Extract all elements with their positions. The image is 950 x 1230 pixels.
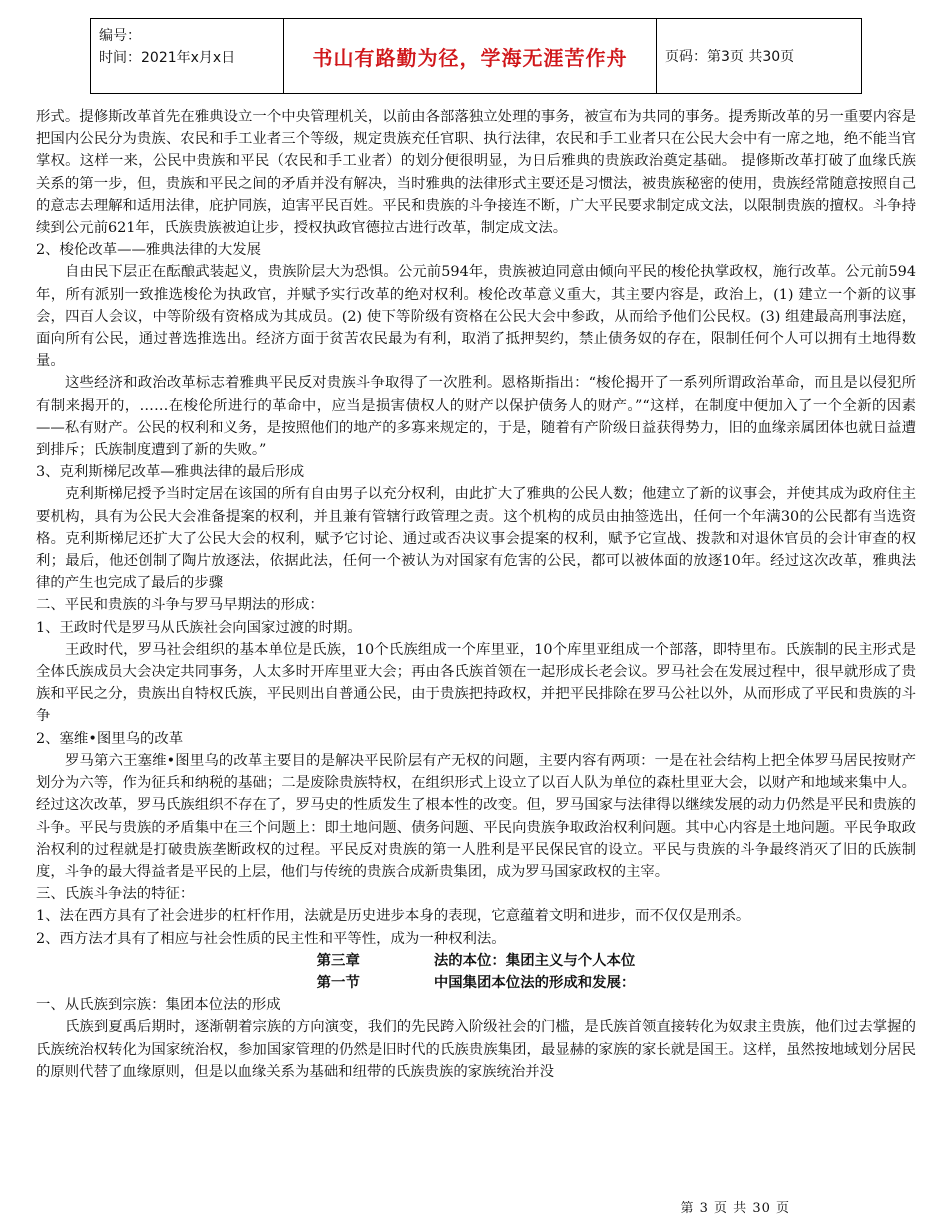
- subheading: 1、法在西方具有了社会进步的杠杆作用，法就是历史进步本身的表现，它意蕴着文明和进步，而不仅仅是刑杀。: [36, 908, 751, 925]
- header-meta: [91, 19, 284, 93]
- section-heading: [36, 972, 916, 994]
- subheading: 2、梭伦改革——雅典法律的大发展: [36, 242, 262, 259]
- subheading: 三、氏族斗争法的特征：: [36, 886, 195, 903]
- paragraph: 克利斯梯尼授予当时定居在该国的所有自由男子以充分权利，由此扩大了雅典的公民人数；他建立了新的议事会，并使其成为政府住主要机构，具有为公民大会准备提案的权利，并且兼有管辖行政管理之责。这个机构的成员由抽签选出，任何一个年满30的公民都有当选资格。克利斯梯尼还扩大了公民大会的权利，赋予它讨论、通过或否决议事会提案的权利，赋予它宣战、拨款和对退休官员的会计审查的权利；最后，他还创制了陶片放逐法，依据此法，任何一个被认为对国家有危害的公民，都可以被体面的放逐10年。经过这次改革，雅典法律的产生也完成了最后的步骤: [36, 486, 916, 592]
- paragraph: 形式。提修斯改革首先在雅典设立一个中央管理机关，以前由各部落独立处理的事务，被宣布为共同的事务。提秀斯改革的另一重要内容是把国内公民分为贵族、农民和手工业者三个等级，规定贵族充任官职、执行法律，农民和手工业者只在公民大会中有一席之地，绝不能当官掌权。这样一来，公民中贵族和平民（农民和手工业者）的划分便很明显，为日后雅典的贵族政治奠定基础。 提修斯改革打破了血缘氏族关系的第一步，但，贵族和平民之间的矛盾并没有解决，当时雅典的法律形式主要还是习惯法，被贵族秘密的使用，贵族经常随意按照自己的意志去理解和适用法律，庇护同族，迫害平民百姓。平民和贵族的斗争接连不断，广大平民要求制定成文法，以限制贵族的擅权。斗争持续到公元前621年，氏族贵族被迫让步，授权执政官德拉古进行改革，制定成文法。: [36, 109, 916, 237]
- subheading: 2、西方法才具有了相应与社会性质的民主性和平等性，成为一种权利法。: [36, 930, 506, 947]
- page-footer: 第 3 页 共 30 页: [680, 1201, 790, 1216]
- paragraph: 王政时代，罗马社会组织的基本单位是氏族，10个氏族组成一个库里亚，10个库里亚组成一个部落，即特里布。氏族制的民主形式是全体氏族成员大会决定共同事务，人太多时开库里亚大会；再由各氏族首领在一起形成长老会议。罗马社会在发展过程中，很早就形成了贵族和平民之分，贵族出自特权氏族，平民则出自普通公民，由于贵族把持政权，并把平民排除在罗马公社以外，从而形成了平民和贵族的斗争: [36, 641, 916, 725]
- header-motto: 书山有路勤为径，学海无涯苦作舟: [284, 19, 657, 93]
- subheading: 1、王政时代是罗马从氏族社会向国家过渡的时期。: [36, 619, 362, 636]
- paragraph: 氏族到夏禹后期时，逐渐朝着宗族的方向演变，我们的先民跨入阶级社会的门槛，是氏族首领直接转化为奴隶主贵族，他们过去掌握的氏族统治权转化为国家统治权，参加国家管理的仍然是旧时代的氏族贵族集团，最显赫的家族的家长就是国王。这样，虽然按地域划分居民的原则代替了血缘原则，但是以血缘关系为基础和纽带的氏族贵族的家族统治并没: [36, 1019, 916, 1080]
- page-header: [90, 18, 862, 94]
- document-body: [36, 106, 916, 1083]
- paragraph: 这些经济和政治改革标志着雅典平民反对贵族斗争取得了一次胜利。恩格斯指出：“梭伦揭开了一系列所谓政治革命，而且是以侵犯所有制来揭开的，……在梭伦所进行的革命中，应当是损害债权人的财产以保护债务人的财产。”“这样，在制度中便加入了一个全新的因素——私有财产。公民的权利和义务，是按照他们的地产的多寡来规定的，于是，随着有产阶级日益获得势力，旧的血缘亲属团体也就日益遭到排斥；氏族制度遭到了新的失败。”: [36, 375, 916, 459]
- doc-number-label: 编号：: [99, 28, 141, 44]
- paragraph: 罗马第六王塞维•图里乌的改革主要目的是解决平民阶层有产无权的问题，主要内容有两项：一是在社会结构上把全体罗马居民按财产划分为六等，作为征兵和纳税的基础；二是废除贵族特权，在组织形式上设立了以百人队为单位的森杜里亚大会，以财产和地域来集中人。经过这次改革，罗马氏族组织不存在了，罗马史的性质发生了根本性的改变。但，罗马国家与法律得以继续发展的动力仍然是平民和贵族的斗争。平民与贵族的矛盾集中在三个问题上：即土地问题、债务问题、平民向贵族争取政治权利问题。其中心内容是土地问题。平民争取政治权利的过程就是打破贵族垄断政权的过程。平民反对贵族的第一人胜利是平民保民官的设立。平民与贵族的斗争最终消灭了旧的氏族制度，斗争的最大得益者是平民的上层，他们与传统的贵族合成新贵集团，成为罗马国家政权的主宰。: [36, 752, 916, 880]
- subheading: 3、克利斯梯尼改革—雅典法律的最后形成: [36, 464, 305, 481]
- header-page-label: 页码：第3页 共30页: [665, 49, 795, 65]
- section-title: 法的本位：集团主义与个人本位: [433, 951, 636, 969]
- doc-time-label: 时间：2021年x月x日: [99, 50, 236, 66]
- section-number: 第三章: [316, 951, 360, 969]
- section-title: 中国集团本位法的形成和发展：: [433, 973, 636, 991]
- paragraph: 自由民下层正在酝酿武装起义，贵族阶层大为恐惧。公元前594年，贵族被迫同意由倾向平民的梭伦执掌政权，施行改革。公元前594年，所有派别一致推选梭伦为执政官，并赋予实行改革的绝对权利。梭伦改革意义重大，其主要内容是，政治上，(1) 建立一个新的议事会，四百人会议，中等阶级有资格成为其成员。(2) 使下等阶级有资格在公民大会中参政，从而给予他们公民权。(3) 组建最高刑事法庭，面向所有公民，通过普选推选出。经济方面于贫苦农民最为有利，取消了抵押契约，禁止债务奴的存在，限制任何个人可以拥有土地得数量。: [36, 264, 916, 370]
- section-heading: [36, 950, 916, 972]
- subheading: 一、从氏族到宗族：集团本位法的形成: [36, 997, 281, 1014]
- section-number: 第一节: [316, 973, 360, 991]
- subheading: 2、塞维•图里乌的改革: [36, 730, 184, 747]
- subheading: 二、平民和贵族的斗争与罗马早期法的形成：: [36, 597, 324, 614]
